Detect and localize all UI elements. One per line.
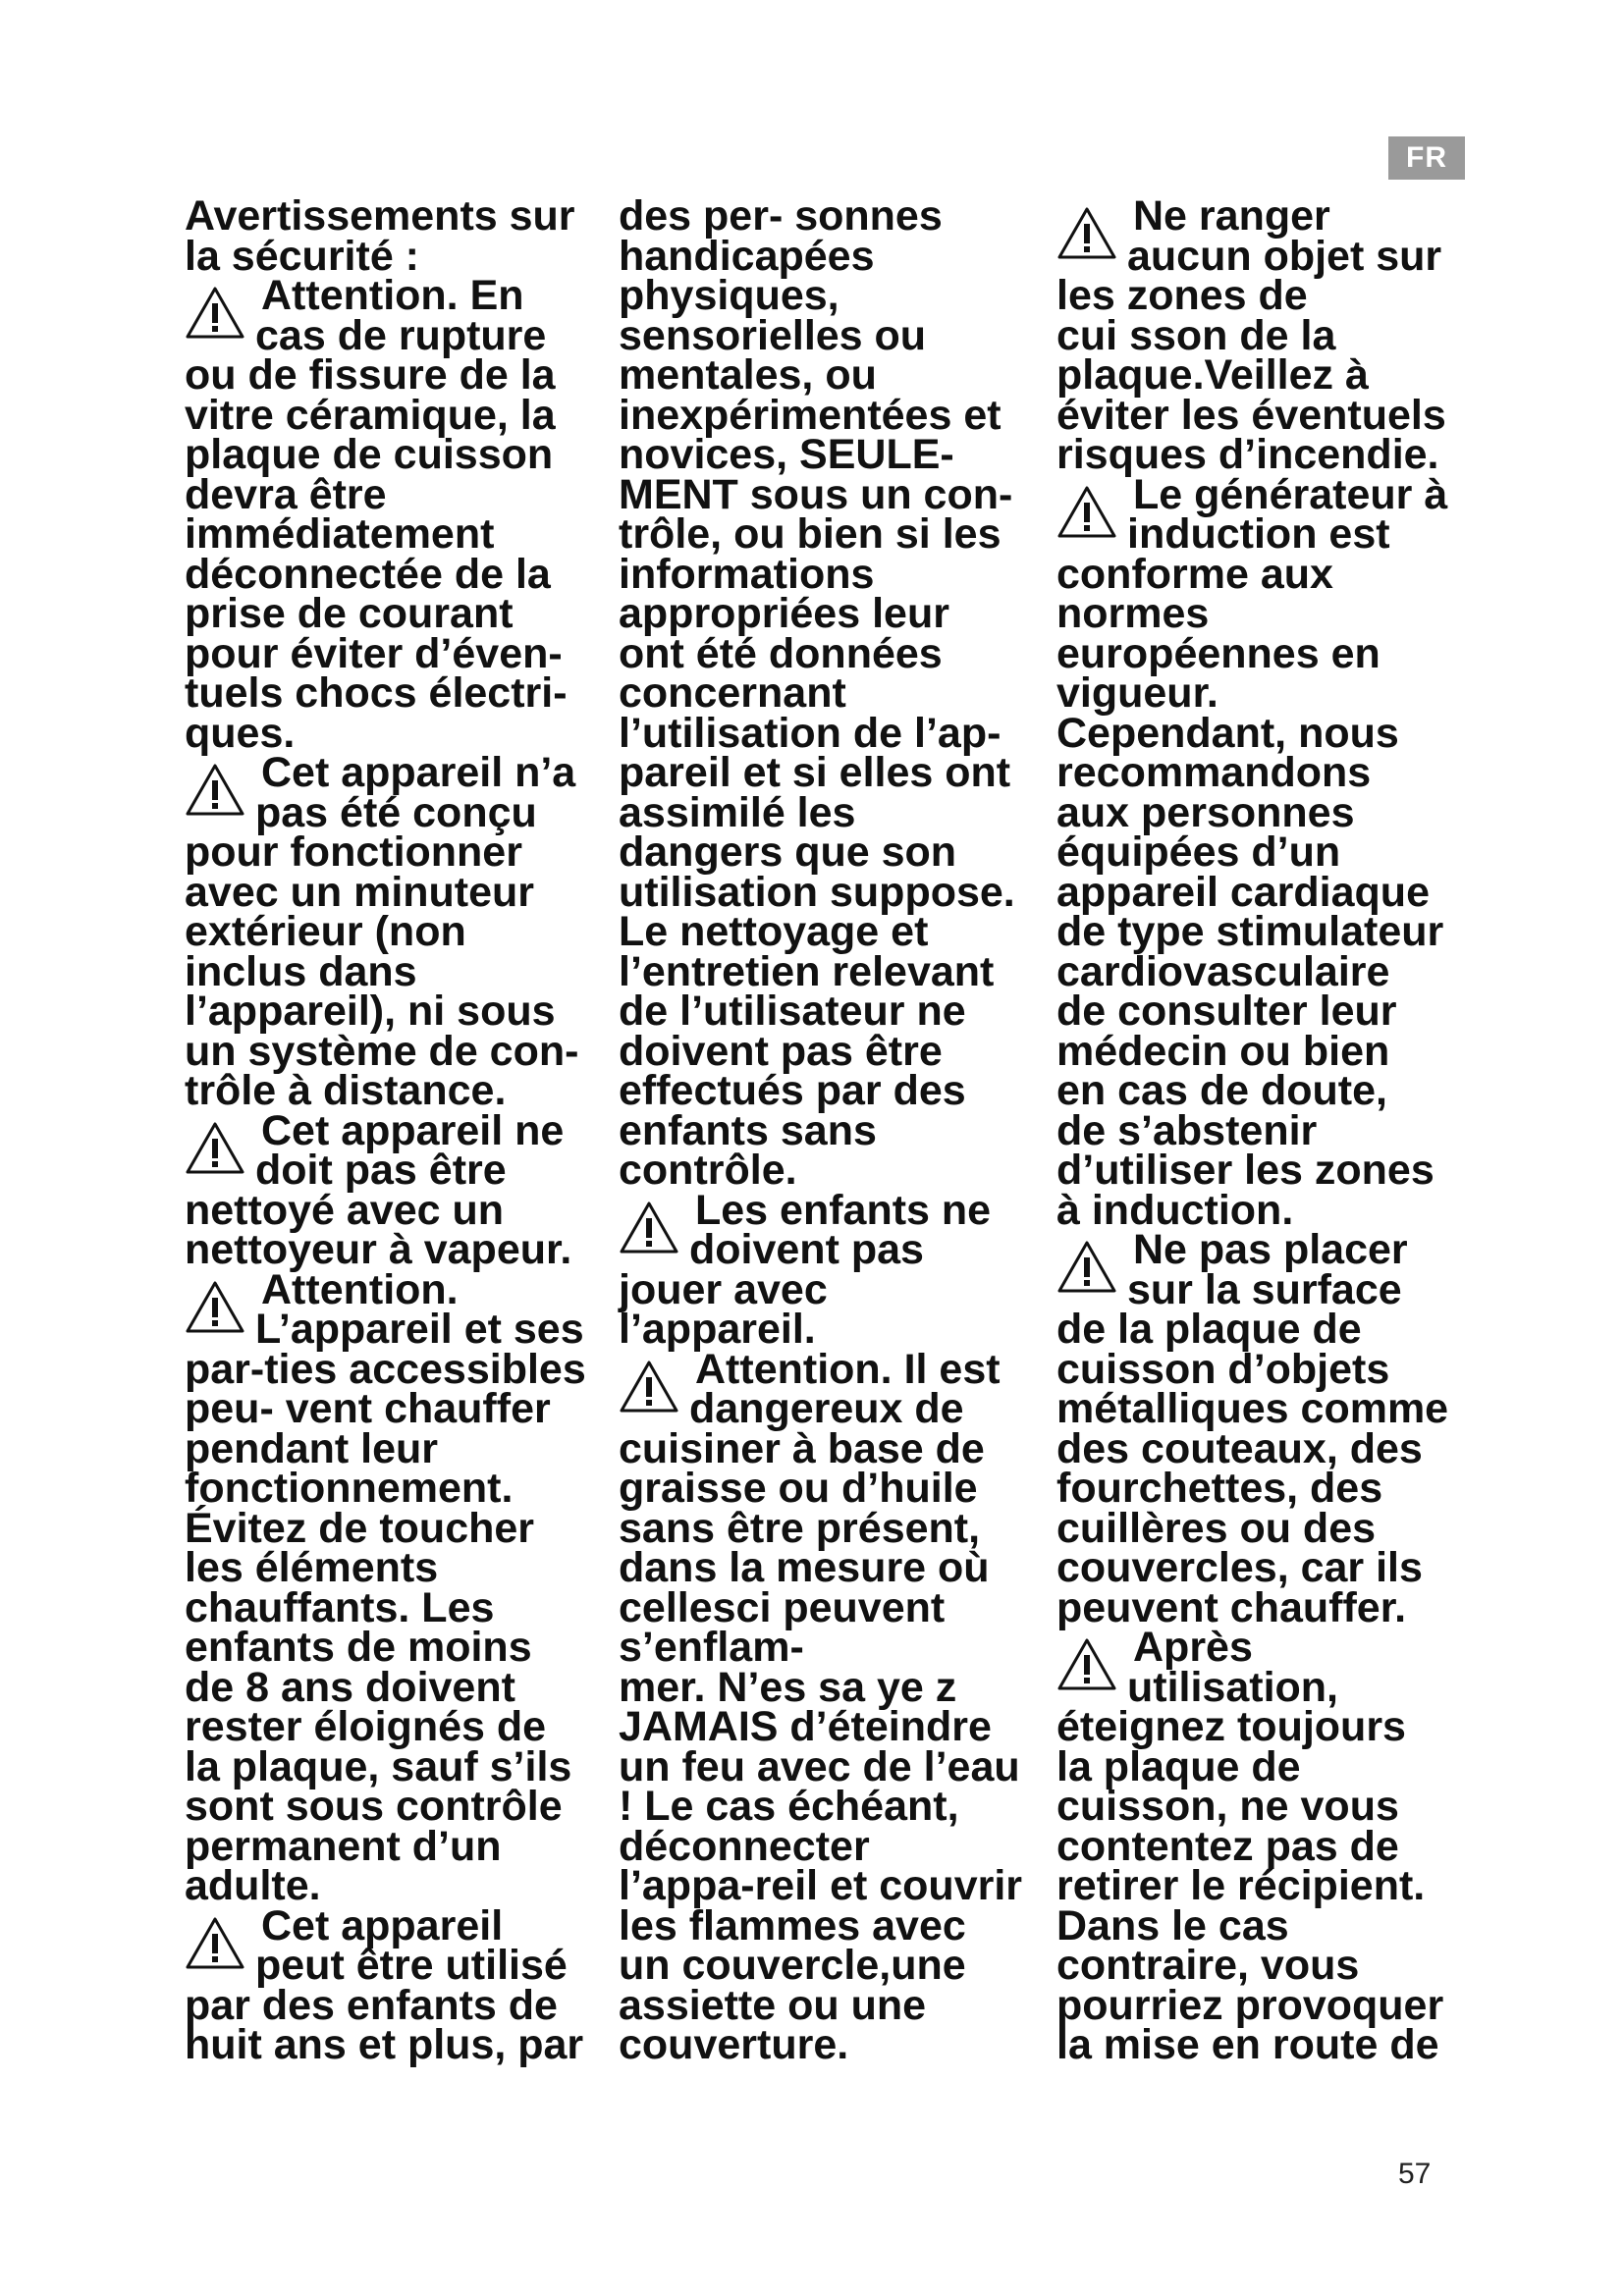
text-line: un couvercle,une: [619, 1942, 966, 1989]
text-line: doivent pas être: [619, 1027, 943, 1075]
text-line: Attention. En: [261, 272, 524, 319]
warning-paragraph-start: [185, 749, 617, 836]
warning-paragraph-start: [1056, 1226, 1489, 1313]
text-line: recommandons: [1056, 749, 1372, 796]
text-line: cuillères ou des: [1056, 1504, 1377, 1552]
text-line: des couteaux, des: [1056, 1424, 1423, 1472]
text-line: novices, SEULE-: [619, 431, 954, 478]
text-line: jouer avec: [619, 1265, 828, 1313]
text-line: sans être présent,: [619, 1504, 981, 1552]
text-line: assiette ou une: [619, 1981, 927, 2029]
text-line: déconnectée de la: [185, 550, 551, 598]
warning-paragraph-start: [185, 1106, 617, 1194]
text-line: enfants de moins: [185, 1624, 532, 1671]
text-line: doit pas être: [255, 1147, 507, 1194]
warning-paragraph-start: [185, 1265, 617, 1353]
text-line: de 8 ans doivent: [185, 1663, 515, 1711]
text-line: Évitez de toucher: [185, 1504, 535, 1552]
text-line: équipées d’un: [1056, 828, 1341, 876]
text-line: la mise en route de: [1056, 2021, 1439, 2068]
text-line: peu- vent chauffer: [185, 1385, 551, 1432]
text-line: éviter les éventuels: [1056, 391, 1446, 439]
text-line: ou de fissure de la: [185, 351, 556, 399]
text-line: tuels chocs électri-: [185, 669, 568, 717]
text-line: cui sson de la: [1056, 311, 1336, 359]
text-line: Attention.: [261, 1265, 459, 1313]
warning-triangle-icon: [185, 1121, 245, 1176]
text-line: ont été données: [619, 629, 943, 677]
text-line: de s’abstenir: [1056, 1106, 1318, 1154]
text-line: nettoyeur à vapeur.: [185, 1226, 572, 1273]
text-line: éteignez toujours: [1056, 1703, 1406, 1750]
text-line: effectués par des: [619, 1067, 966, 1114]
text-line: sensorielles ou: [619, 311, 927, 359]
text-line: pendant leur: [185, 1424, 439, 1472]
text-line: Cet appareil: [261, 1901, 504, 1949]
text-line: L’appareil et ses: [255, 1306, 584, 1353]
text-line: Cependant, nous: [1056, 709, 1399, 757]
text-line: couverture.: [619, 2021, 849, 2068]
text-line: pour fonctionner: [185, 828, 522, 876]
text-line: conforme aux: [1056, 550, 1333, 598]
text-line: couvercles, car ils: [1056, 1544, 1423, 1591]
warning-triangle-icon: [1056, 1637, 1117, 1692]
warning-paragraph-start: [1056, 1624, 1489, 1711]
text-line: utilisation suppose.: [619, 868, 1015, 916]
text-line: nettoyé avec un: [185, 1186, 504, 1234]
text-line: prise de courant: [185, 590, 514, 637]
text-line: européennes en: [1056, 629, 1380, 677]
text-line: des per- sonnes: [619, 192, 943, 240]
text-line: de type stimulateur: [1056, 908, 1444, 955]
text-line: plaque.Veillez à: [1056, 351, 1369, 399]
text-line: Après: [1133, 1624, 1253, 1671]
warning-triangle-icon: [619, 1201, 679, 1255]
text-line: l’utilisation de l’ap-: [619, 709, 1001, 757]
text-line: cuisson, ne vous: [1056, 1783, 1399, 1830]
text-line: peut être utilisé: [255, 1942, 568, 1989]
page-number: 57: [1398, 2158, 1432, 2190]
text-line: Cet appareil ne: [261, 1106, 565, 1154]
text-line: d’utiliser les zones: [1056, 1147, 1435, 1194]
text-line: médecin ou bien: [1056, 1027, 1390, 1075]
text-line: l’appa-reil et couvrir: [619, 1862, 1023, 1909]
text-line: enfants sans: [619, 1106, 877, 1154]
text-line: avec un minuteur: [185, 868, 535, 916]
language-badge: FR: [1388, 136, 1465, 180]
warning-paragraph-start: [185, 1901, 617, 1989]
text-line: immédiatement: [185, 510, 495, 558]
text-line: cas de rupture: [255, 311, 547, 359]
text-line: contraire, vous: [1056, 1942, 1360, 1989]
text-line: Cet appareil n’a: [261, 749, 576, 796]
warning-triangle-icon: [1056, 206, 1117, 261]
text-line: un feu avec de l’eau: [619, 1742, 1020, 1790]
text-line: Dans le cas: [1056, 1901, 1289, 1949]
text-line: assimilé les: [619, 788, 856, 836]
warning-triangle-icon: [619, 1360, 679, 1415]
text-line: inclus dans: [185, 947, 417, 995]
text-line: inexpérimentées et: [619, 391, 1001, 439]
text-line: de la plaque de: [1056, 1306, 1362, 1353]
text-line: appropriées leur: [619, 590, 949, 637]
text-line: la sécurité :: [185, 232, 419, 280]
text-line: permanent d’un: [185, 1822, 502, 1870]
warning-paragraph-start: [1056, 192, 1489, 280]
text-line: à induction.: [1056, 1186, 1294, 1234]
warning-triangle-icon: [185, 1280, 245, 1335]
text-line: trôle à distance.: [185, 1067, 507, 1114]
text-line: les zones de: [1056, 272, 1308, 319]
text-line: par-ties accessibles: [185, 1345, 586, 1393]
text-line: fonctionnement.: [185, 1465, 514, 1512]
text-line: fourchettes, des: [1056, 1465, 1383, 1512]
text-line: Les enfants ne: [695, 1186, 992, 1234]
text-line: doivent pas: [689, 1226, 924, 1273]
text-line: s’enflam-: [619, 1624, 804, 1671]
text-line: contrôle.: [619, 1147, 797, 1194]
text-line: ques.: [185, 709, 296, 757]
text-line: par des enfants de: [185, 1981, 558, 2029]
text-line: normes: [1056, 590, 1210, 637]
warning-paragraph-start: [619, 1345, 1051, 1432]
text-line: chauffants. Les: [185, 1583, 495, 1631]
text-column-2: [619, 192, 1051, 2068]
text-line: appareil cardiaque: [1056, 868, 1430, 916]
text-line: adulte.: [185, 1862, 321, 1909]
text-line: dangereux de: [689, 1385, 964, 1432]
warning-triangle-icon: [185, 286, 245, 341]
text-line: l’appareil), ni sous: [185, 988, 556, 1035]
text-line: de l’utilisateur ne: [619, 988, 966, 1035]
text-line: Attention. Il est: [695, 1345, 1001, 1393]
text-line: cuisiner à base de: [619, 1424, 985, 1472]
text-line: utilisation,: [1127, 1663, 1338, 1711]
warning-paragraph-start: [1056, 470, 1489, 558]
text-line: MENT sous un con-: [619, 470, 1013, 518]
text-line: cellesci peuvent: [619, 1583, 946, 1631]
text-line: l’appareil.: [619, 1306, 816, 1353]
text-line: JAMAIS d’éteindre: [619, 1703, 992, 1750]
warning-triangle-icon: [185, 763, 245, 818]
text-line: pas été conçu: [255, 788, 537, 836]
text-line: vigueur.: [1056, 669, 1218, 717]
text-line: pourriez provoquer: [1056, 1981, 1444, 2029]
text-line: mentales, ou: [619, 351, 877, 399]
warning-triangle-icon: [185, 1916, 245, 1971]
text-line: pareil et si elles ont: [619, 749, 1011, 796]
text-column-1: [185, 192, 617, 2068]
text-line: Avertissements sur: [185, 192, 575, 240]
text-line: sont sous contrôle: [185, 1783, 563, 1830]
text-line: vitre céramique, la: [185, 391, 556, 439]
text-line: extérieur (non: [185, 908, 466, 955]
text-line: la plaque, sauf s’ils: [185, 1742, 572, 1790]
text-line: retirer le récipient.: [1056, 1862, 1426, 1909]
text-line: informations: [619, 550, 875, 598]
text-line: pour éviter d’éven-: [185, 629, 563, 677]
text-line: dans la mesure où: [619, 1544, 990, 1591]
text-line: cuisson d’objets: [1056, 1345, 1390, 1393]
text-line: déconnecter: [619, 1822, 870, 1870]
text-line: concernant: [619, 669, 846, 717]
text-line: Ne ranger: [1133, 192, 1330, 240]
text-line: mer. N’es sa ye z: [619, 1663, 957, 1711]
text-line: l’entretien relevant: [619, 947, 995, 995]
text-line: physiques,: [619, 272, 839, 319]
text-line: graisse ou d’huile: [619, 1465, 978, 1512]
text-line: de consulter leur: [1056, 988, 1397, 1035]
text-line: métalliques comme: [1056, 1385, 1449, 1432]
text-line: trôle, ou bien si les: [619, 510, 1001, 558]
warning-triangle-icon: [1056, 1240, 1117, 1295]
text-line: Le nettoyage et: [619, 908, 929, 955]
text-line: peuvent chauffer.: [1056, 1583, 1407, 1631]
text-line: ! Le cas échéant,: [619, 1783, 959, 1830]
text-line: la plaque de: [1056, 1742, 1301, 1790]
text-line: un système de con-: [185, 1027, 579, 1075]
text-line: rester éloignés de: [185, 1703, 547, 1750]
text-line: les éléments: [185, 1544, 439, 1591]
text-line: induction est: [1127, 510, 1390, 558]
text-line: en cas de doute,: [1056, 1067, 1387, 1114]
text-line: aux personnes: [1056, 788, 1355, 836]
warning-triangle-icon: [1056, 485, 1117, 540]
text-line: dangers que son: [619, 828, 957, 876]
text-line: contentez pas de: [1056, 1822, 1399, 1870]
text-line: Ne pas placer: [1133, 1226, 1408, 1273]
text-line: aucun objet sur: [1127, 232, 1442, 280]
text-line: handicapées: [619, 232, 875, 280]
text-line: huit ans et plus, par: [185, 2021, 584, 2068]
text-line: cardiovasculaire: [1056, 947, 1390, 995]
warning-paragraph-start: [185, 272, 617, 359]
text-line: les flammes avec: [619, 1901, 966, 1949]
text-line: devra être: [185, 470, 387, 518]
text-line: Le générateur à: [1133, 470, 1448, 518]
warning-paragraph-start: [619, 1186, 1051, 1273]
text-line: sur la surface: [1127, 1265, 1402, 1313]
text-line: plaque de cuisson: [185, 431, 554, 478]
text-line: risques d’incendie.: [1056, 431, 1439, 478]
text-column-3: [1056, 192, 1489, 2068]
